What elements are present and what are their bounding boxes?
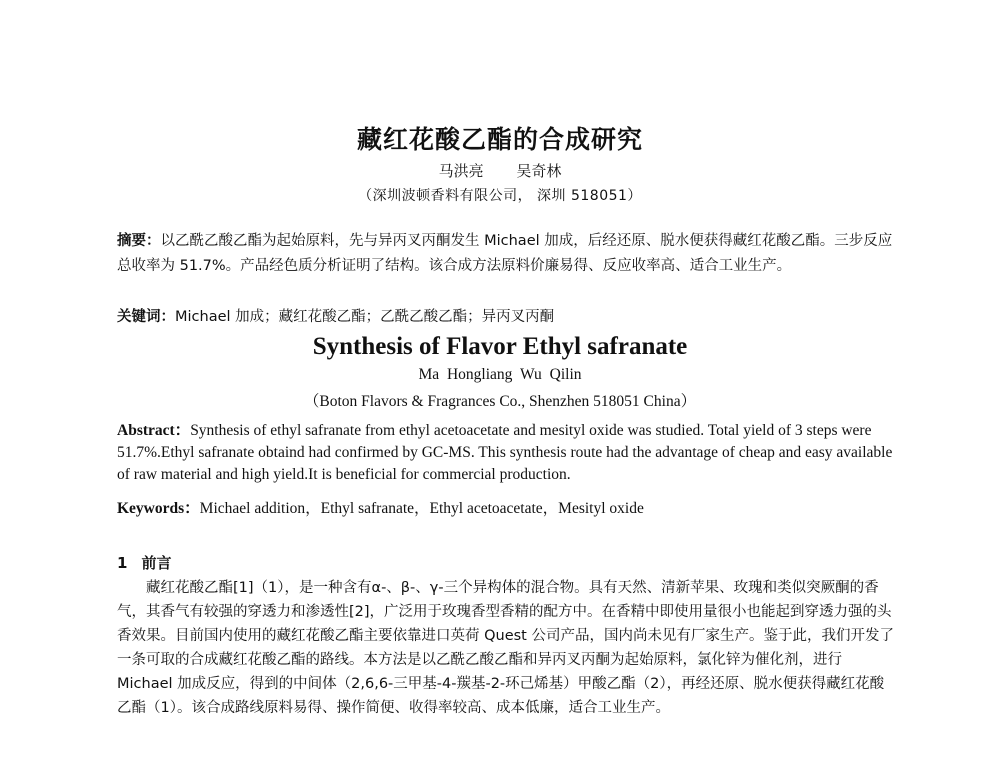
chinese-abstract-label: 摘要： (117, 233, 161, 249)
english-abstract (117, 420, 907, 486)
chinese-keywords-text: Michael 加成；藏红花酸乙酯；乙酰乙酸乙酯；异丙叉丙酮 (175, 309, 555, 325)
english-abstract-text: Synthesis of ethyl safranate from ethyl acetoacetate and mesityl oxide was studied. Total yield of 3 steps were 51.7%.Ethyl safranate obtaind had confirmed by GC-MS. This synthesis route had the advantage of cheap and easy available of raw material and high yield.It is beneficial for commercial production. (117, 422, 893, 483)
chinese-affiliation: （深圳波顿香料有限公司， 深圳 518051） (358, 188, 642, 204)
english-keywords-text: Michael addition，Ethyl safranate，Ethyl acetoacetate，Mesityl oxide (199, 500, 644, 517)
english-keywords (117, 498, 907, 520)
section-heading (117, 552, 171, 573)
english-keywords-label: Keywords： (117, 500, 200, 517)
english-title: Synthesis of Flavor Ethyl safranate (312, 333, 688, 360)
introduction-paragraph: 藏红花酸乙酯[1]（1），是一种含有α-、β-、γ-三个异构体的混合物。具有天然、清新苹果、玫瑰和类似突厥酮的香气，其香气有较强的穿透力和渗透性[2]，广泛用于玫瑰香型香精的配方中。在香精中即使用量很小也能起到穿透力强的头香效果。目前国内使用的藏红花酸乙酯主要依靠进口英荷 Quest 公司产品，国内尚未见有厂家生产。鉴于此，我们开发了一条可取的合成藏红花酸乙酯的路线。本方法是以乙酰乙酸乙酯和异丙叉丙酮为起始原料，氯化锌为催化剂，进行 Michael 加成反应，得到的中间体（2,6,6-三甲基-4-羰基-2-环己烯基）甲酸乙酯（2），再经还原、脱水便获得藏红花酸乙酯（1）。该合成路线原料易得、操作简便、收得率较高、成本低廉，适合工业生产。 (117, 580, 894, 716)
chinese-keywords (117, 305, 897, 330)
english-affiliation: （Boton Flavors & Fragrances Co., Shenzhen 518051 China） (303, 393, 697, 410)
section-number: 1 (117, 554, 128, 572)
chinese-abstract (117, 229, 897, 279)
section-title: 前言 (141, 554, 172, 572)
english-authors: Ma Hongliang Wu Qilin (418, 366, 582, 383)
chinese-authors: 马洪亮 吴奇林 (438, 162, 562, 180)
chinese-keywords-label: 关键词： (117, 309, 175, 325)
chinese-abstract-text: 以乙酰乙酸乙酯为起始原料，先与异丙叉丙酮发生 Michael 加成，后经还原、脱水便获得藏红花酸乙酯。三步反应总收率为 51.7%。产品经色质分析证明了结构。该合成方法原料价廉易得、反应收率高、适合工业生产。 (117, 233, 893, 274)
english-abstract-label: Abstract： (117, 422, 191, 439)
chinese-title: 藏红花酸乙酯的合成研究 (356, 125, 643, 154)
